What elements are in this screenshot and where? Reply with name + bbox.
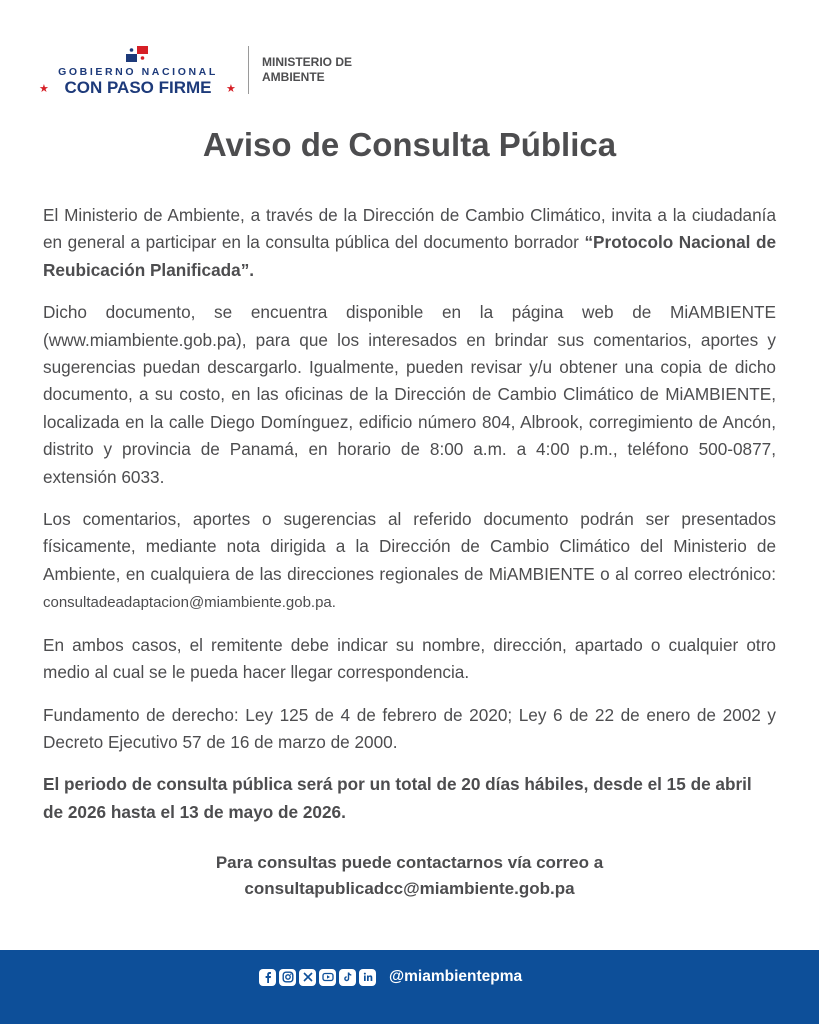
panama-flag-icon: [126, 46, 148, 62]
social-handle[interactable]: @miambientepma: [389, 968, 523, 985]
comments-email: consultadeadaptacion@miambiente.gob.pa.: [43, 594, 336, 612]
contact-email: consultapublicadcc@miambiente.gob.pa: [244, 879, 575, 898]
facebook-icon[interactable]: [259, 969, 276, 986]
document-name: “Protocolo Nacional de Reubicación Planificada”.: [43, 232, 777, 280]
paragraph-sender: En ambos casos, el remitente debe indicar su nombre, dirección, apartado o cualquier otro medio al cual se le pueda hacer llegar correspondencia.: [43, 634, 776, 683]
comments-text: Los comentarios, aportes o sugerencias al referido documento podrán ser presentados físicamente, mediante nota dirigida a la Dirección de Cambio Climático del Ministerio de Ambiente, en cualquiera de las direcciones regionales de MiAMBIENTE o al correo electrónico:: [43, 509, 776, 584]
instagram-icon[interactable]: [279, 969, 296, 986]
paragraph-intro: [43, 202, 776, 284]
gov-line2: CON PASO FIRME: [64, 78, 212, 97]
star-icon: ★: [226, 83, 236, 95]
paragraph-legal-basis: Fundamento de derecho: Ley 125 de 4 de febrero de 2020; Ley 6 de 22 de enero de 2002 y Decreto Ejecutivo 57 de 16 de marzo de 2000.: [43, 704, 776, 752]
footer-bar: [0, 950, 819, 1024]
contact-line1: Para consultas puede contactarnos vía correo a: [215, 853, 604, 872]
ministry-line1: MINISTERIO DE: [262, 55, 353, 69]
header: [38, 44, 438, 100]
ministry-name: [262, 55, 352, 85]
tiktok-icon[interactable]: [339, 969, 356, 986]
paragraph-period: El periodo de consulta pública será por un total de 20 días hábiles, desde el 15 de abril de 2026 hasta el 13 de mayo de 2026.: [43, 774, 752, 822]
linkedin-icon[interactable]: [359, 969, 376, 986]
page-title: Aviso de Consulta Pública: [202, 126, 617, 163]
paragraph-availability: Dicho documento, se encuentra disponible en la página web de MiAMBIENTE (www.miambiente.gob.pa), para que los interesados en brindar sus comentarios, aportes y sugerencias puedan descargarlo. Igualmente, pueden revisar y/u obtener una copia de dicho documento, a su costo, en las oficinas de la Dirección de Cambio Climático de MiAMBIENTE, localizada en la calle Diego Domínguez, edificio número 804, Albrook, corregimiento de Ancón, distrito y provincia de Panamá, en horario de 8:00 a.m. a 4:00 p.m., teléfono 500-0877, extensión 6033.: [43, 302, 776, 487]
contact-info: [0, 850, 819, 902]
youtube-icon[interactable]: [319, 969, 336, 986]
paragraph-comments: [43, 506, 776, 617]
x-icon[interactable]: [299, 969, 316, 986]
social-links: [259, 968, 522, 986]
star-icon: ★: [39, 83, 49, 95]
notice-body: [43, 202, 776, 841]
gov-line1: GOBIERNO NACIONAL: [58, 66, 218, 78]
intro-text: El Ministerio de Ambiente, a través de la Dirección de Cambio Climático, invita a la ciudadanía en general a participar en la consulta pública del documento borrador: [43, 205, 776, 253]
header-divider: [248, 46, 249, 94]
ministry-line2: AMBIENTE: [262, 70, 325, 84]
